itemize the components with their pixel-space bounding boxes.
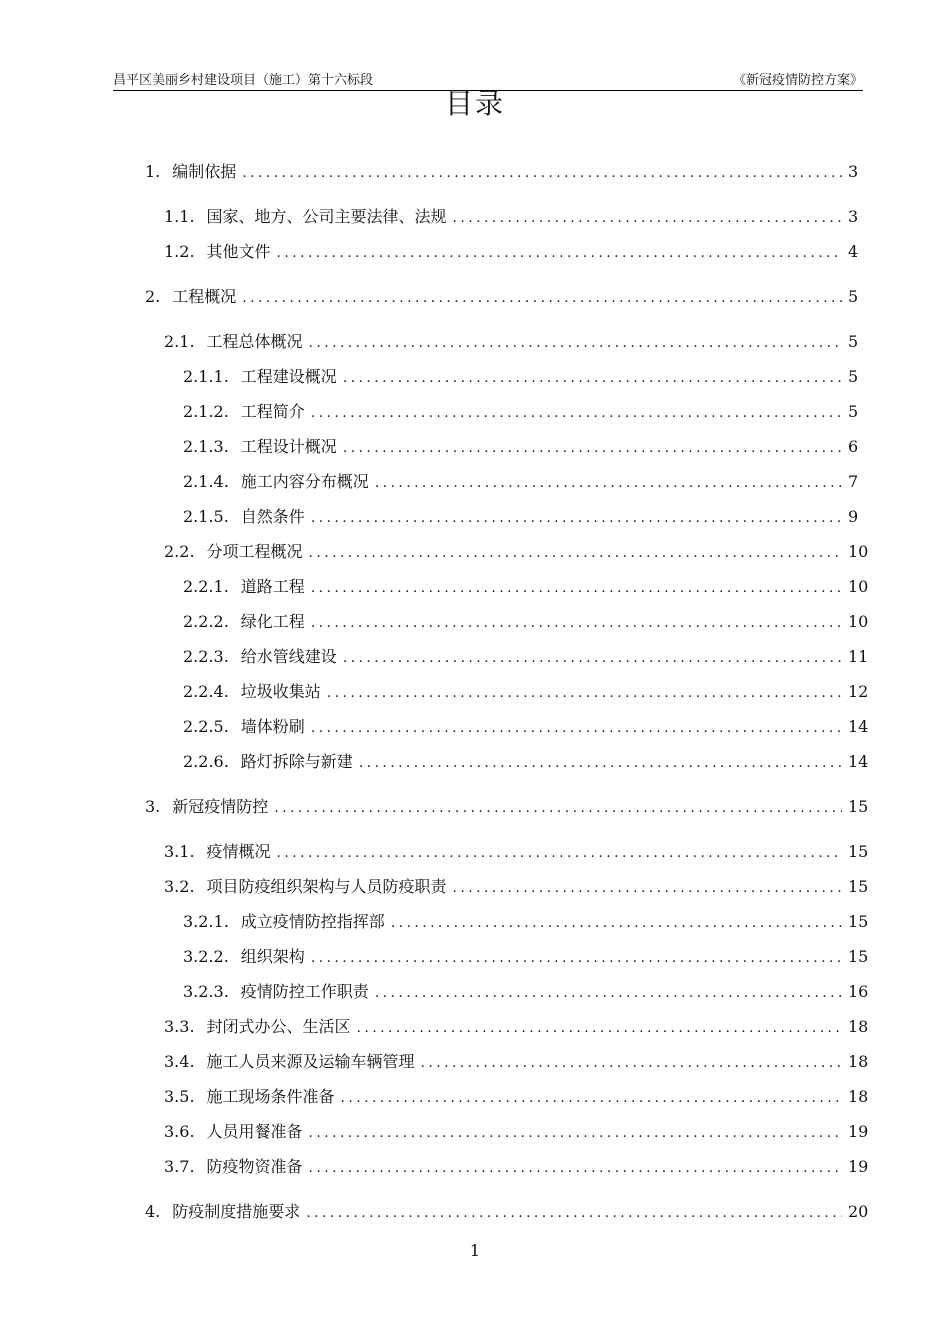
- toc-entry-title: 成立疫情防控指挥部: [240, 912, 385, 931]
- toc-entry-page: 3: [848, 207, 859, 226]
- toc-entry-number: 2.1.4.: [183, 472, 229, 491]
- toc-entry[interactable]: [183, 400, 858, 424]
- toc-entry-title: 人员用餐准备: [206, 1122, 303, 1141]
- toc-leader-dots: [242, 286, 842, 310]
- toc-entry-page: 5: [848, 367, 859, 386]
- toc-entry-number: 2.1.2.: [183, 402, 229, 421]
- toc-leader-dots: [311, 506, 842, 530]
- toc-entry-title: 自然条件: [240, 507, 305, 526]
- toc-entry-title: 路灯拆除与新建: [240, 752, 353, 771]
- toc-leader-dots: [327, 681, 842, 705]
- toc-entry-number: 2.2.4.: [183, 682, 229, 701]
- toc-entry[interactable]: [183, 980, 869, 1004]
- toc-entry[interactable]: [145, 1200, 869, 1224]
- toc-entry-number: 2.2.5.: [183, 717, 229, 736]
- toc-leader-dots: [274, 796, 842, 820]
- toc-entry-title: 编制依据: [172, 162, 237, 181]
- toc-entry-number: 1.1.: [164, 207, 195, 226]
- toc-entry-page: 15: [848, 912, 869, 931]
- toc-leader-dots: [309, 1121, 842, 1145]
- toc-entry-number: 3.2.2.: [183, 947, 229, 966]
- toc-entry-page: 5: [848, 332, 859, 351]
- toc-entry-number: 3.2.1.: [183, 912, 229, 931]
- toc-leader-dots: [311, 401, 842, 425]
- toc-entry[interactable]: [183, 610, 869, 634]
- toc-entry-number: 4.: [145, 1202, 161, 1221]
- toc-entry-page: 18: [848, 1087, 869, 1106]
- toc-entry[interactable]: [183, 435, 858, 459]
- toc-entry-number: 2.1.1.: [183, 367, 229, 386]
- toc-entry-title: 道路工程: [240, 577, 305, 596]
- toc-entry[interactable]: [183, 470, 858, 494]
- toc-entry-number: 2.: [145, 287, 161, 306]
- toc-entry-number: 2.1.5.: [183, 507, 229, 526]
- header-project-name: 昌平区美丽乡村建设项目（施工）第十六标段: [113, 73, 374, 88]
- toc-entry-number: 3.2.3.: [183, 982, 229, 1001]
- toc-leader-dots: [311, 716, 842, 740]
- toc-entry-page: 11: [848, 647, 869, 666]
- toc-entry-page: 19: [848, 1157, 869, 1176]
- toc-entry-number: 2.2.: [164, 542, 195, 561]
- toc-entry-title: 工程简介: [240, 402, 305, 421]
- toc-entry-page: 10: [848, 542, 869, 561]
- toc-entry-page: 16: [848, 982, 869, 1001]
- toc-leader-dots: [421, 1051, 842, 1075]
- toc-entry-title: 疫情概况: [206, 842, 271, 861]
- toc-entry-number: 2.1.3.: [183, 437, 229, 456]
- toc-leader-dots: [357, 1016, 842, 1040]
- toc-entry-title: 项目防疫组织架构与人员防疫职责: [206, 877, 447, 896]
- toc-entry-page: 15: [848, 877, 869, 896]
- toc-entry-title: 防疫制度措施要求: [172, 1202, 301, 1221]
- toc-leader-dots: [343, 366, 842, 390]
- toc-leader-dots: [311, 576, 842, 600]
- toc-entry[interactable]: [183, 715, 869, 739]
- toc-entry[interactable]: [164, 1085, 869, 1109]
- toc-entry[interactable]: [164, 330, 858, 354]
- toc-entry-page: 15: [848, 797, 869, 816]
- toc-entry-title: 工程总体概况: [206, 332, 303, 351]
- toc-leader-dots: [453, 876, 842, 900]
- toc-entry[interactable]: [183, 365, 858, 389]
- toc-entry[interactable]: [145, 795, 869, 819]
- toc-entry[interactable]: [145, 160, 858, 184]
- toc-entry[interactable]: [145, 285, 858, 309]
- toc-entry[interactable]: [164, 1050, 869, 1074]
- toc-entry-title: 绿化工程: [240, 612, 305, 631]
- toc-entry-title: 工程概况: [172, 287, 237, 306]
- page-number: 1: [469, 1241, 481, 1260]
- toc-entry[interactable]: [164, 1155, 869, 1179]
- toc-entry-number: 3.7.: [164, 1157, 195, 1176]
- toc-entry-title: 新冠疫情防控: [172, 797, 269, 816]
- toc-entry[interactable]: [164, 240, 858, 264]
- toc-entry-page: 5: [848, 402, 859, 421]
- toc-entry-number: 2.2.1.: [183, 577, 229, 596]
- toc-entry-number: 3.5.: [164, 1087, 195, 1106]
- toc-entry-number: 2.2.2.: [183, 612, 229, 631]
- toc-entry-page: 15: [848, 842, 869, 861]
- toc-leader-dots: [343, 646, 842, 670]
- toc-entry[interactable]: [183, 505, 858, 529]
- toc-entry-page: 6: [848, 437, 859, 456]
- toc-leader-dots: [242, 161, 842, 185]
- toc-leader-dots: [277, 841, 842, 865]
- toc-entry-title: 疫情防控工作职责: [240, 982, 369, 1001]
- toc-leader-dots: [309, 1156, 842, 1180]
- toc-leader-dots: [277, 241, 842, 265]
- toc-entry-title: 给水管线建设: [240, 647, 337, 666]
- toc-entry-page: 14: [848, 752, 869, 771]
- toc-entry-page: 15: [848, 947, 869, 966]
- toc-leader-dots: [391, 911, 842, 935]
- toc-leader-dots: [453, 206, 842, 230]
- toc-entry[interactable]: [164, 1015, 869, 1039]
- toc-leader-dots: [311, 611, 842, 635]
- toc-entry-title: 分项工程概况: [206, 542, 303, 561]
- toc-entry-title: 施工内容分布概况: [240, 472, 369, 491]
- toc-entry-title: 施工人员来源及运输车辆管理: [206, 1052, 415, 1071]
- toc-entry[interactable]: [164, 1120, 869, 1144]
- toc-leader-dots: [311, 946, 842, 970]
- toc-entry-number: 1.2.: [164, 242, 195, 261]
- toc-entry[interactable]: [164, 875, 869, 899]
- toc-entry-number: 2.1.: [164, 332, 195, 351]
- toc-leader-dots: [309, 541, 842, 565]
- toc-entry-page: 14: [848, 717, 869, 736]
- toc-entry[interactable]: [183, 945, 869, 969]
- toc-leader-dots: [375, 981, 842, 1005]
- toc-entry[interactable]: [183, 910, 869, 934]
- toc-entry[interactable]: [164, 540, 869, 564]
- toc-entry[interactable]: [164, 205, 858, 229]
- toc-title: 目录: [444, 87, 505, 120]
- toc-entry-page: 3: [848, 162, 859, 181]
- toc-entry-page: 10: [848, 612, 869, 631]
- toc-entry-page: 19: [848, 1122, 869, 1141]
- toc-entry-page: 12: [848, 682, 869, 701]
- toc-leader-dots: [375, 471, 842, 495]
- toc-entry-title: 墙体粉刷: [240, 717, 305, 736]
- toc-entry-number: 3.: [145, 797, 161, 816]
- toc-entry-number: 1.: [145, 162, 161, 181]
- toc-entry-page: 7: [848, 472, 859, 491]
- toc-entry-number: 3.2.: [164, 877, 195, 896]
- toc-entry[interactable]: [164, 840, 869, 864]
- toc-entry-title: 施工现场条件准备: [206, 1087, 335, 1106]
- toc-entry[interactable]: [183, 645, 869, 669]
- toc-entry-page: 10: [848, 577, 869, 596]
- toc-entry-number: 3.3.: [164, 1017, 195, 1036]
- toc-entry-page: 20: [848, 1202, 869, 1221]
- toc-entry-title: 工程设计概况: [240, 437, 337, 456]
- toc-entry-page: 18: [848, 1017, 869, 1036]
- toc-leader-dots: [343, 436, 842, 460]
- toc-entry-page: 4: [848, 242, 859, 261]
- header-document-title: 《新冠疫情防控方案》: [732, 73, 863, 88]
- toc-leader-dots: [359, 751, 842, 775]
- toc-entry[interactable]: [183, 575, 869, 599]
- toc-entry-title: 防疫物资准备: [206, 1157, 303, 1176]
- toc-entry-title: 其他文件: [206, 242, 271, 261]
- toc-entry-title: 国家、地方、公司主要法律、法规: [206, 207, 447, 226]
- toc-entry-number: 3.6.: [164, 1122, 195, 1141]
- toc-entry-page: 18: [848, 1052, 869, 1071]
- toc-entry-number: 3.1.: [164, 842, 195, 861]
- toc-leader-dots: [306, 1201, 842, 1225]
- toc-entry-title: 组织架构: [240, 947, 305, 966]
- toc-entry-title: 垃圾收集站: [240, 682, 321, 701]
- toc-entry[interactable]: [183, 750, 869, 774]
- toc-entry[interactable]: [183, 680, 869, 704]
- toc-entry-title: 封闭式办公、生活区: [206, 1017, 351, 1036]
- toc-entry-title: 工程建设概况: [240, 367, 337, 386]
- toc-entry-number: 2.2.6.: [183, 752, 229, 771]
- toc-entry-page: 9: [848, 507, 859, 526]
- toc-leader-dots: [341, 1086, 842, 1110]
- toc-entry-number: 3.4.: [164, 1052, 195, 1071]
- toc-entry-page: 5: [848, 287, 859, 306]
- toc-entry-number: 2.2.3.: [183, 647, 229, 666]
- toc-leader-dots: [309, 331, 842, 355]
